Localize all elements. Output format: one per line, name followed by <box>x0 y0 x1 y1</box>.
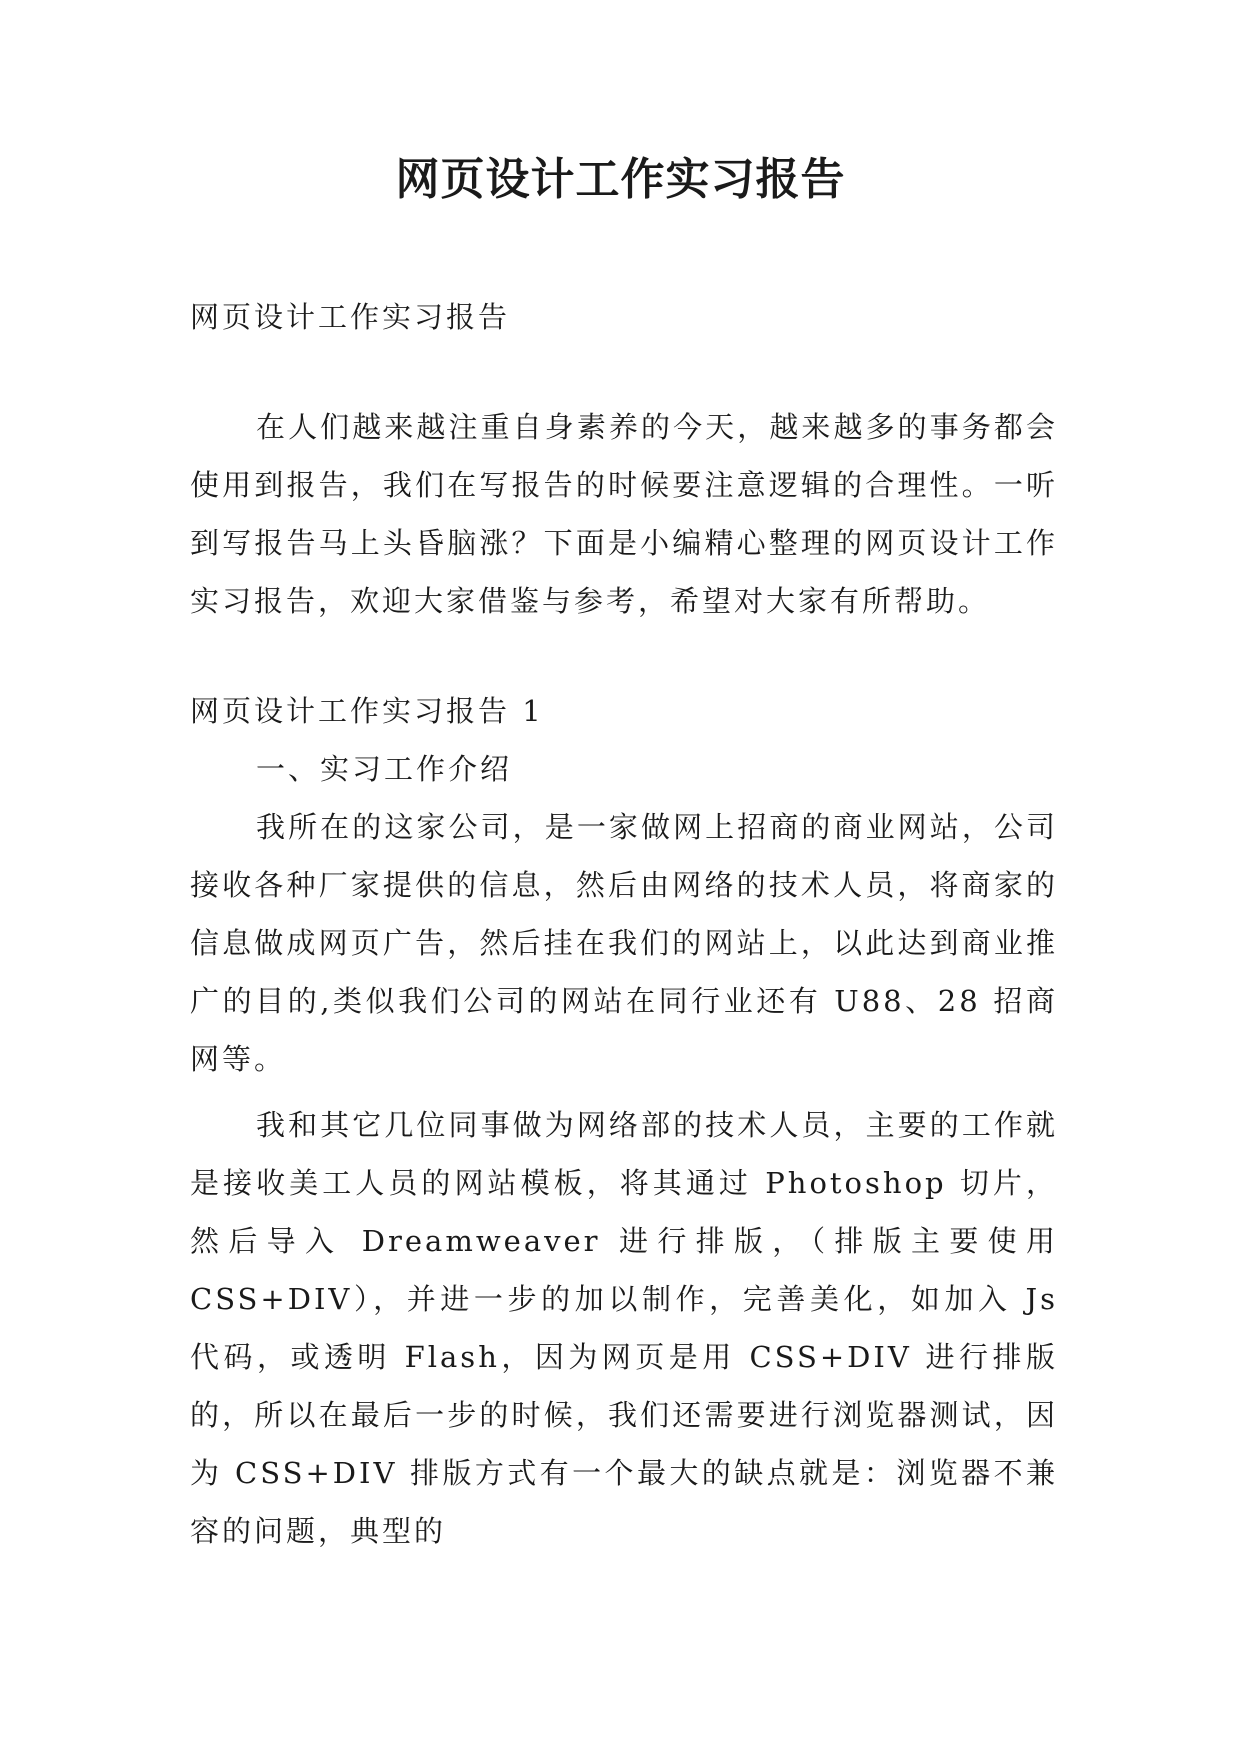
document-body <box>190 288 1058 1560</box>
document-title: 网页设计工作实习报告 <box>395 154 846 205</box>
section-heading: 网页设计工作实习报告 1 <box>190 694 544 728</box>
subsection-heading: 一、实习工作介绍 <box>256 752 513 786</box>
body-paragraph-2: 我和其它几位同事做为网络部的技术人员，主要的工作就是接收美工人员的网站模板，将其通过 Photoshop 切片，然后导入 Dreamweaver 进行排版，（排版主要使用 CSS+DIV），并进一步的加以制作，完善美化，如加入 Js 代码，或透明 Flash，因为网页是用 CSS+DIV 进行排版的，所以在最后一步的时候，我们还需要进行浏览器测试，因为 CSS+DIV 排版方式有一个最大的缺点就是：浏览器不兼容的问题，典型的 <box>190 1108 1058 1548</box>
intro-paragraph: 在人们越来越注重自身素养的今天，越来越多的事务都会使用到报告，我们在写报告的时候要注意逻辑的合理性。一听到写报告马上头昏脑涨？下面是小编精心整理的网页设计工作实习报告，欢迎大家借鉴与参考，希望对大家有所帮助。 <box>190 410 1058 618</box>
body-paragraph-1: 我所在的这家公司，是一家做网上招商的商业网站，公司接收各种厂家提供的信息，然后由网络的技术人员，将商家的信息做成网页广告，然后挂在我们的网站上，以此达到商业推广的目的,类似我们公司的网站在同行业还有 U88、28 招商网等。 <box>190 810 1058 1076</box>
document-subtitle: 网页设计工作实习报告 <box>190 300 511 334</box>
